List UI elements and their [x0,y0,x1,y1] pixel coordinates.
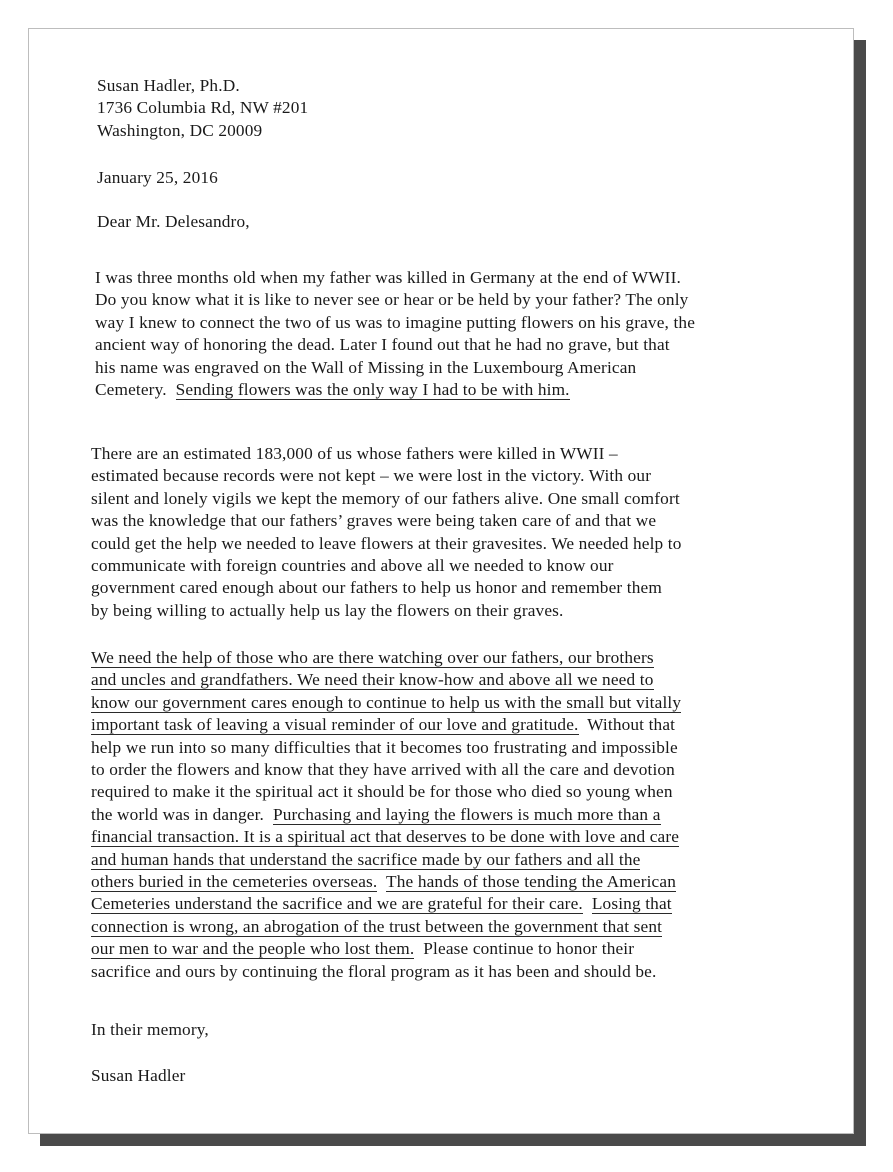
underlined-text: and human hands that understand the sacrifice made by our fathers and all the [91,849,641,869]
paragraph-3 [91,647,681,983]
paragraph-line [91,804,681,826]
paragraph-line [91,692,681,714]
paragraph-line [91,647,681,669]
paragraph-line [91,849,681,871]
paragraph-line: estimated because records were not kept – we were lost in the victory. With our [91,466,652,486]
underlined-text: The hands of those tending the American [386,872,676,892]
text-segment [583,894,592,913]
paragraph-line [91,893,681,915]
text-segment: the world was in danger. [91,804,273,824]
paragraph-line: Do you know what it is like to never see or hear or be held by your father? The only [95,290,689,310]
underlined-text: financial transaction. It is a spiritual act that deserves to be done with love and care [91,827,680,847]
paragraph-line [91,826,681,848]
underlined-text: know our government cares enough to continue to help us with the small but vitally [91,692,682,712]
letter-date: January 25, 2016 [97,168,218,187]
paragraph-line [91,714,681,736]
salutation: Dear Mr. Delesandro, [97,212,250,231]
paragraph-line: was the knowledge that our fathers’ graves were being taken care of and that we [91,511,657,531]
paragraph-line: silent and lonely vigils we kept the memory of our fathers alive. One small comfort [91,488,680,508]
underlined-text: Sending flowers was the only way I had to be with him. [175,380,570,400]
paragraph-line [91,916,681,938]
paragraph-line: communicate with foreign countries and above all we needed to know our [91,556,614,576]
paragraph-line: his name was engraved on the Wall of Missing in the Luxembourg American [95,357,637,377]
paragraph-line [91,871,681,893]
paragraph-line: to order the flowers and know that they have arrived with all the care and devotion [91,760,675,780]
underlined-text: connection is wrong, an abrogation of the trust between the government that sent [91,916,663,936]
underlined-text: Losing that [591,894,672,914]
paragraph-line [91,938,681,960]
sender-street: 1736 Columbia Rd, NW #201 [97,98,309,118]
paragraph-line: ancient way of honoring the dead. Later I found out that he had no grave, but that [95,335,670,355]
paragraph-line [95,379,695,401]
underlined-text: Cemeteries understand the sacrifice and we are grateful for their care. [91,894,583,914]
paragraph-line: There are an estimated 183,000 of us whose fathers were killed in WWII – [91,444,618,463]
paragraph-line: required to make it the spiritual act it should be for those who died so young when [91,782,673,802]
closing: In their memory, [91,1020,209,1039]
paragraph-line [91,669,681,691]
paragraph-line: help we run into so many difficulties that it becomes too frustrating and impossible [91,737,678,757]
sender-name: Susan Hadler, Ph.D. [97,76,240,95]
underlined-text: and uncles and grandfathers. We need their know-how and above all we need to [91,670,654,690]
paragraph-line: could get the help we needed to leave flowers at their gravesites. We needed help to [91,533,682,553]
underlined-text: Purchasing and laying the flowers is much more than a [272,804,661,824]
paragraph-line: I was three months old when my father was killed in Germany at the end of WWII. [95,268,681,287]
text-segment: Please continue to honor their [414,939,635,959]
letter-page [28,28,854,1134]
text-segment [377,872,386,891]
paragraph-line: by being willing to actually help us lay the flowers on their graves. [91,600,564,620]
text-segment: Without that [578,715,676,735]
paragraph-line: government cared enough about our fathers to help us honor and remember them [91,578,662,598]
paragraph-line: way I knew to connect the two of us was to imagine putting flowers on his grave, the [95,312,696,332]
underlined-text: We need the help of those who are there watching over our fathers, our brothers [91,648,654,667]
sender-address [97,75,308,142]
sender-city: Washington, DC 20009 [97,120,263,140]
text-segment: Cemetery. [95,380,176,400]
underlined-text: important task of leaving a visual reminder of our love and gratitude. [91,715,579,735]
underlined-text: our men to war and the people who lost them. [91,939,415,959]
paragraph-2 [91,443,682,622]
paragraph-1 [95,267,695,401]
underlined-text: others buried in the cemeteries overseas. [91,872,378,892]
paragraph-line: sacrifice and ours by continuing the floral program as it has been and should be. [91,961,657,981]
signature: Susan Hadler [91,1066,186,1085]
